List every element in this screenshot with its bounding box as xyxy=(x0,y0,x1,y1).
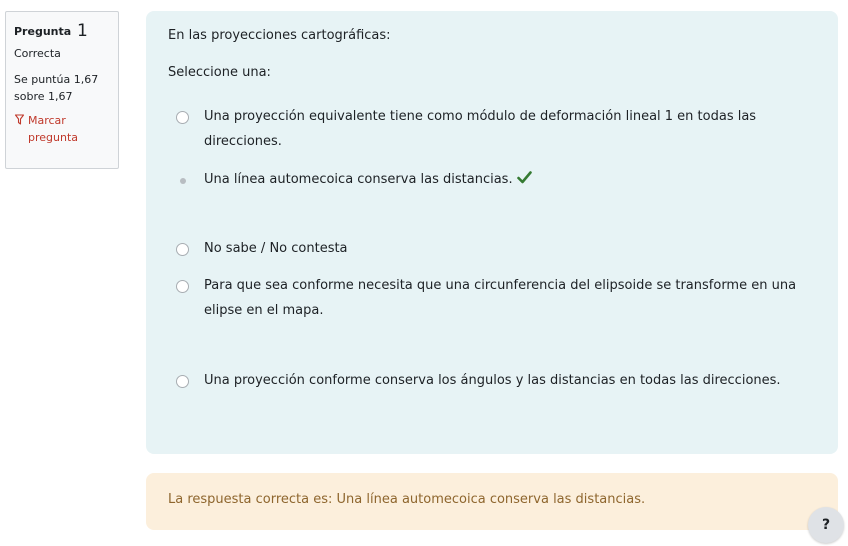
flag-label-line-1: Marcar xyxy=(28,114,66,127)
flag-icon xyxy=(14,114,25,126)
answer-option-3[interactable] xyxy=(176,240,812,261)
question-label: Pregunta xyxy=(14,25,72,38)
question-number-value: 1 xyxy=(77,21,88,41)
flag-label-line-2: pregunta xyxy=(28,131,79,144)
radio-button[interactable] xyxy=(176,243,189,256)
radio-button-selected[interactable] xyxy=(176,174,189,187)
correct-answer-feedback: La respuesta correcta es: Una línea automecoica conserva las distancias. xyxy=(146,473,838,530)
radio-button[interactable] xyxy=(176,280,189,293)
answer-option-label: Una proyección equivalente tiene como módulo de deformación lineal 1 en todas las direcciones. xyxy=(204,109,757,149)
question-formulation xyxy=(146,11,838,454)
help-button[interactable]: ? xyxy=(808,507,844,543)
question-grade xyxy=(14,71,110,105)
flag-question-link[interactable] xyxy=(14,112,110,146)
radio-button[interactable] xyxy=(176,111,189,124)
question-info-panel xyxy=(5,11,119,169)
grade-line-1: Se puntúa 1,67 xyxy=(14,73,99,86)
question-number xyxy=(14,22,110,40)
answer-option-label: No sabe / No contesta xyxy=(204,241,348,256)
question-state: Correcta xyxy=(14,47,61,60)
answer-option-5[interactable] xyxy=(176,372,812,393)
answer-option-label: Para que sea conforme necesita que una circunferencia del elipsoide se transforme en una elipse en el mapa. xyxy=(204,278,797,318)
correct-check-icon xyxy=(517,171,532,184)
answer-option-label-wrapper xyxy=(204,167,532,192)
answer-option-1[interactable] xyxy=(176,108,812,154)
answer-option-4[interactable] xyxy=(176,277,812,323)
answer-prompt: Seleccione una: xyxy=(168,65,271,80)
question-text: En las proyecciones cartográficas: xyxy=(168,28,391,43)
radio-button[interactable] xyxy=(176,375,189,388)
answer-option-label: Una línea automecoica conserva las distancias. xyxy=(204,172,513,187)
answer-option-2[interactable] xyxy=(176,171,812,192)
grade-line-2: sobre 1,67 xyxy=(14,90,73,103)
answer-option-label: Una proyección conforme conserva los ángulos y las distancias en todas las direcciones. xyxy=(204,373,781,388)
